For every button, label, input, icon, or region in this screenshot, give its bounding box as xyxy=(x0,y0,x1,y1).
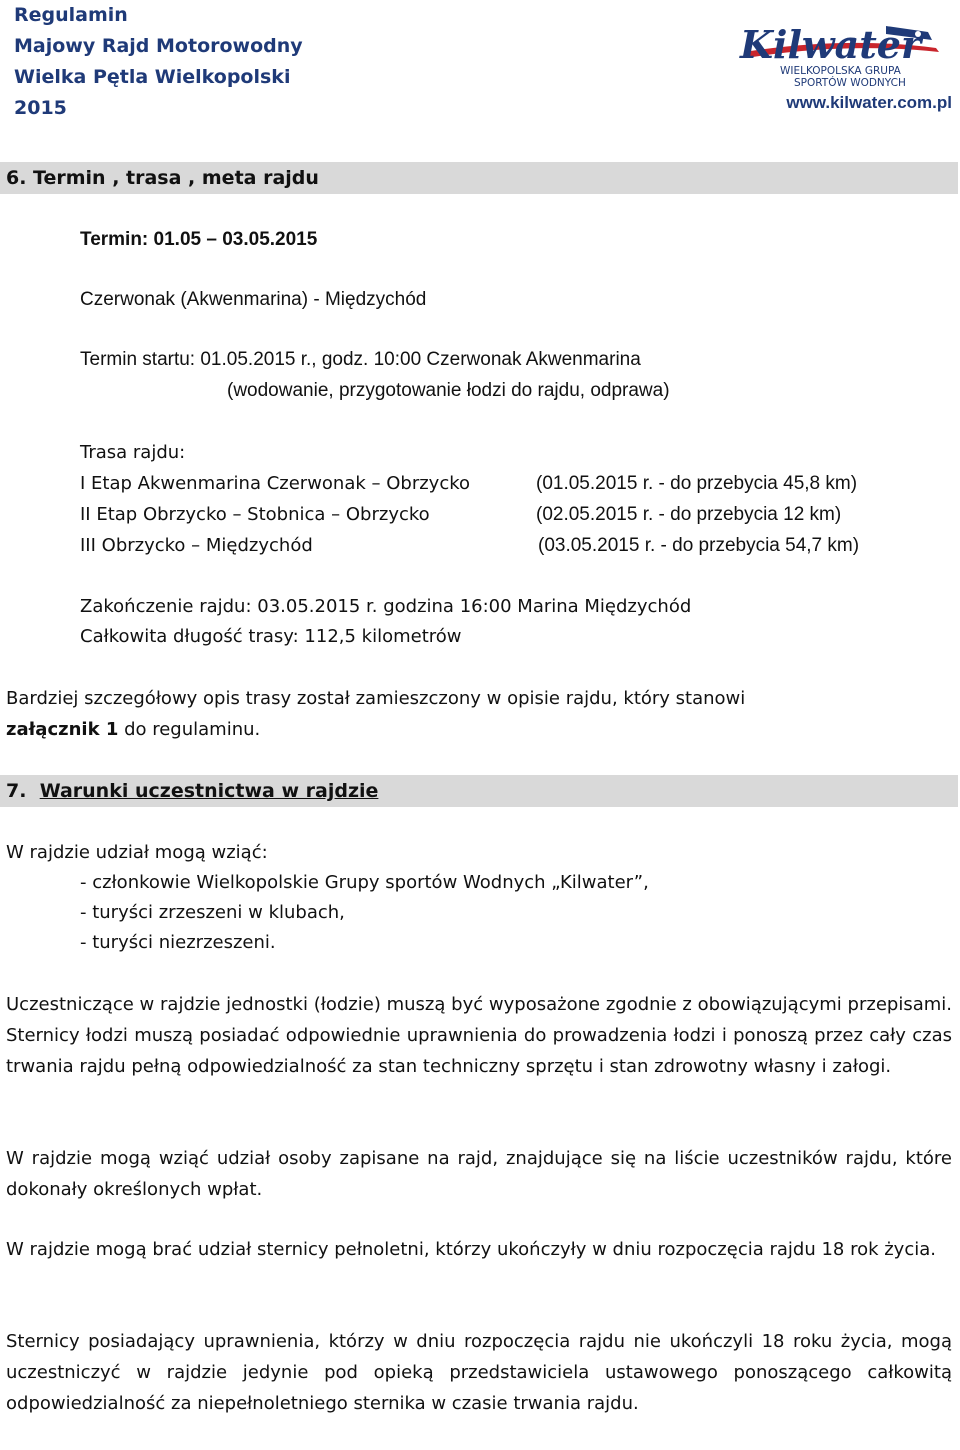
start-line-1: Termin startu: 01.05.2015 r., godz. 10:00 Czerwonak Akwenmarina xyxy=(80,349,641,370)
stage-2-name: II Etap Obrzycko – Stobnica – Obrzycko xyxy=(80,504,430,525)
finish-line: Zakończenie rajdu: 03.05.2015 r. godzina 16:00 Marina Międzychód xyxy=(80,596,692,617)
paragraph-equipment: Uczestniczące w rajdzie jednostki (łodzie) muszą być wyposażone zgodnie z obowiązującymi przepisami. Sternicy łodzi muszą posiadać odpowiednie uprawnienia do prowadzenia łodzi i ponoszą przez cały czas trwania rajdu pełną odpowiedzialność za stan techniczny sprzętu i stan zdrowotny własny i załogi. xyxy=(6,994,952,1077)
logo-subtitle-1: WIELKOPOLSKA GRUPA xyxy=(780,65,901,77)
stage-3-info: (03.05.2015 r. - do przebycia 54,7 km) xyxy=(538,535,860,556)
website-url[interactable]: www.kilwater.com.pl xyxy=(786,93,952,112)
logo-wordmark: Kilwater xyxy=(740,22,921,67)
paragraph-adult-skippers: W rajdzie mogą brać udział sternicy pełnoletni, którzy ukończyły w dniu rozpoczęcia rajdu 18 rok życia. xyxy=(6,1239,936,1260)
route-title: Czerwonak (Akwenmarina) - Międzychód xyxy=(80,289,427,310)
stage-2-info: (02.05.2015 r. - do przebycia 12 km) xyxy=(536,504,842,525)
section-7-title: Warunki uczestnictwa w rajdzie xyxy=(39,780,379,802)
header-title-line-1: Regulamin xyxy=(14,4,128,26)
start-line-2: (wodowanie, przygotowanie łodzi do rajdu, odprawa) xyxy=(227,380,670,401)
participation-intro: W rajdzie udział mogą wziąć: xyxy=(6,842,268,863)
total-length-line: Całkowita długość trasy: 112,5 kilometrów xyxy=(80,626,462,647)
logo-subtitle-2: SPORTÓW WODNYCH xyxy=(794,77,906,88)
stage-3-name: III Obrzycko – Międzychód xyxy=(80,535,313,556)
description-line-2-rest: do regulaminu. xyxy=(118,719,261,740)
header-title-line-2: Majowy Rajd Motorowodny xyxy=(14,35,303,57)
paragraph-minor-skippers: Sternicy posiadający uprawnienia, którzy w dniu rozpoczęcia rajdu nie ukończyli 18 roku życia, mogą uczestniczyć w rajdzie jedynie pod opieką przedstawiciela ustawowego ponoszącego całkowitą odpowiedzialność za niepełnoletniego sternika w czasie trwania rajdu. xyxy=(6,1331,952,1414)
section-6-heading: 6. Termin , trasa , meta rajdu xyxy=(0,162,958,194)
participant-list-item: - turyści niezrzeszeni. xyxy=(80,932,276,953)
route-label: Trasa rajdu: xyxy=(80,442,186,463)
header-title-line-3: Wielka Pętla Wielkopolski xyxy=(14,66,291,88)
stage-1-info: (01.05.2015 r. - do przebycia 45,8 km) xyxy=(536,473,858,494)
termin-line: Termin: 01.05 – 03.05.2015 xyxy=(80,229,318,250)
paragraph-registration: W rajdzie mogą wziąć udział osoby zapisane na rajd, znajdujące się na liście uczestników rajdu, które dokonały określonych wpłat. xyxy=(6,1148,952,1200)
attachment-reference: załącznik 1 xyxy=(6,719,119,740)
stage-1-name: I Etap Akwenmarina Czerwonak – Obrzycko xyxy=(80,473,471,494)
section-7-heading xyxy=(0,775,958,807)
description-line-2 xyxy=(6,715,260,745)
section-7-number: 7. xyxy=(6,780,27,802)
participant-list-item: - turyści zrzeszeni w klubach, xyxy=(80,902,345,923)
document-header-title xyxy=(14,0,303,124)
kilwater-logo xyxy=(736,18,946,88)
description-line-1: Bardziej szczegółowy opis trasy został zamieszczony w opisie rajdu, który stanowi xyxy=(6,688,746,709)
participant-list-item: - członkowie Wielkopolskie Grupy sportów Wodnych „Kilwater”, xyxy=(80,872,649,893)
header-title-line-4: 2015 xyxy=(14,97,67,119)
